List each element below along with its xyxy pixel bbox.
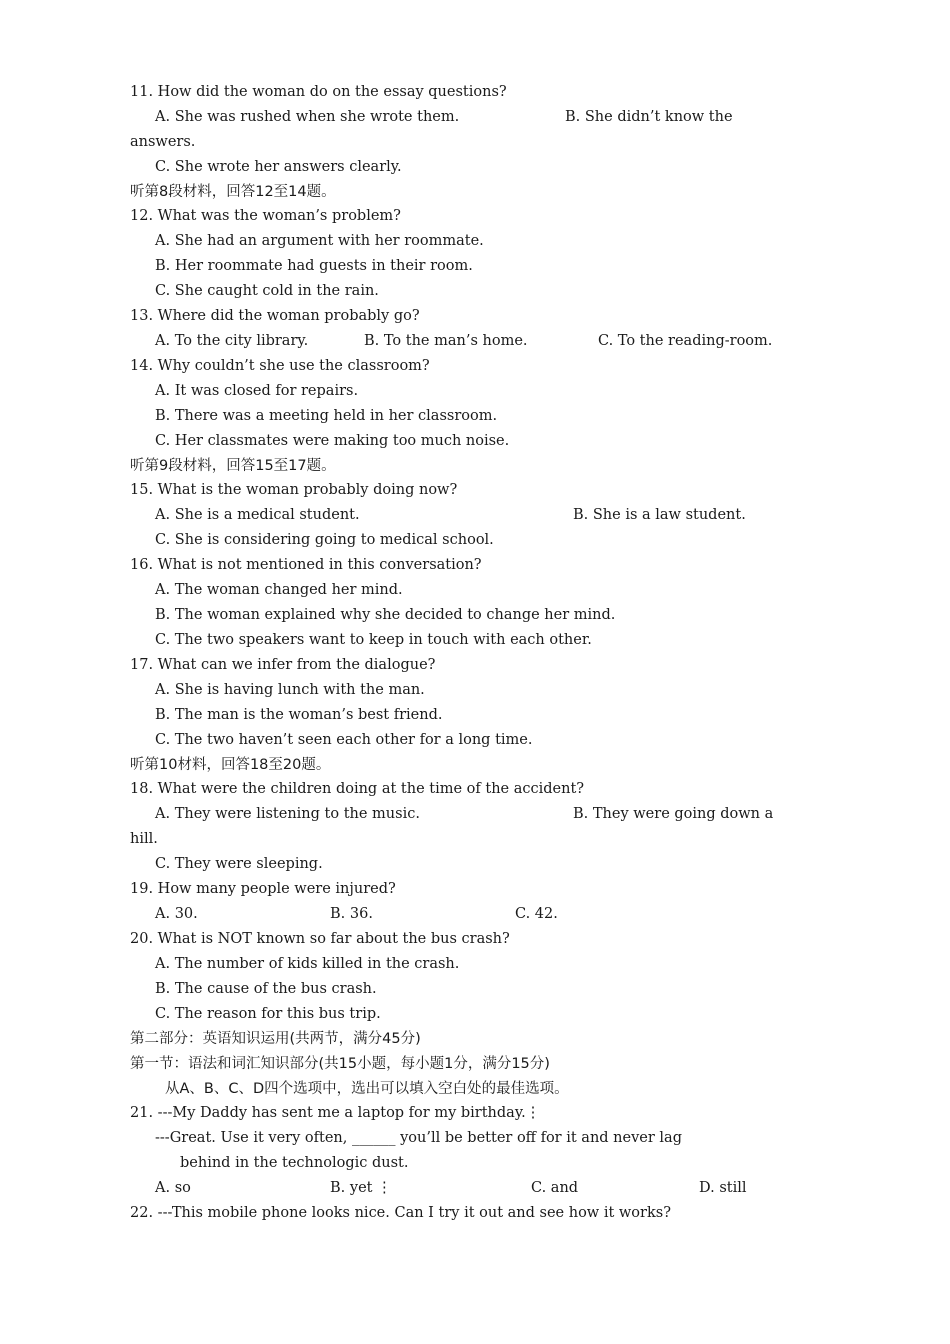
option-19-b: B. 36.	[330, 906, 373, 922]
option-11-b-cont: answers.	[130, 134, 196, 150]
option-11-a: A. She was rushed when she wrote them.	[155, 109, 460, 125]
question-11: 11. How did the woman do on the essay questions?	[130, 84, 507, 100]
option-16-b: B. The woman explained why she decided to change her mind.	[155, 607, 616, 623]
question-21: 21. ---My Daddy has sent me a laptop for my birthday.⋮	[130, 1105, 541, 1121]
option-14-b: B. There was a meeting held in her classroom.	[155, 408, 498, 424]
option-13-c: C. To the reading-room.	[598, 333, 773, 349]
question-21-reply-cont: behind in the technologic dust.	[180, 1155, 409, 1171]
section-header-8: 听第8段材料，回答12至14题。	[130, 184, 336, 200]
option-21-c: C. and	[531, 1180, 579, 1196]
question-15: 15. What is the woman probably doing now?	[130, 482, 458, 498]
option-12-b: B. Her roommate had guests in their room.	[155, 258, 473, 274]
option-19-c: C. 42.	[515, 906, 558, 922]
option-20-b: B. The cause of the bus crash.	[155, 981, 377, 997]
question-20: 20. What is NOT known so far about the bus crash?	[130, 931, 510, 947]
option-17-b: B. The man is the woman’s best friend.	[155, 707, 443, 723]
question-16: 16. What is not mentioned in this conversation?	[130, 557, 482, 573]
option-21-b: B. yet ⋮	[330, 1180, 392, 1196]
option-12-a: A. She had an argument with her roommate.	[155, 233, 484, 249]
option-13-a: A. To the city library.	[155, 333, 309, 349]
option-18-b: B. They were going down a	[573, 806, 774, 822]
option-19-a: A. 30.	[155, 906, 198, 922]
option-14-a: A. It was closed for repairs.	[155, 383, 359, 399]
option-18-a: A. They were listening to the music.	[155, 806, 420, 822]
option-21-a: A. so	[155, 1180, 191, 1196]
option-11-c: C. She wrote her answers clearly.	[155, 159, 402, 175]
option-17-a: A. She is having lunch with the man.	[155, 682, 425, 698]
question-19: 19. How many people were injured?	[130, 881, 396, 897]
question-22: 22. ---This mobile phone looks nice. Can I try it out and see how it works?	[130, 1205, 671, 1221]
option-18-b-cont: hill.	[130, 831, 158, 847]
section-header-9: 听第9段材料，回答15至17题。	[130, 458, 336, 474]
section-one-heading: 第一节：语法和词汇知识部分(共15小题，每小题1分，满分15分)	[130, 1056, 550, 1072]
option-20-c: C. The reason for this bus trip.	[155, 1006, 381, 1022]
section-header-10: 听第10材料，回答18至20题。	[130, 757, 331, 773]
option-17-c: C. The two haven’t seen each other for a long time.	[155, 732, 533, 748]
question-12: 12. What was the woman’s problem?	[130, 208, 401, 224]
option-15-a: A. She is a medical student.	[155, 507, 360, 523]
option-16-a: A. The woman changed her mind.	[155, 582, 403, 598]
question-13: 13. Where did the woman probably go?	[130, 308, 420, 324]
option-18-c: C. They were sleeping.	[155, 856, 323, 872]
option-15-b: B. She is a law student.	[573, 507, 746, 523]
option-14-c: C. Her classmates were making too much noise.	[155, 433, 510, 449]
option-21-d: D. still	[699, 1180, 747, 1196]
option-11-b: B. She didn’t know the	[565, 109, 733, 125]
question-14: 14. Why couldn’t she use the classroom?	[130, 358, 430, 374]
question-21-reply: ---Great. Use it very often, ______ you’ll be better off for it and never lag	[155, 1130, 682, 1146]
option-15-c: C. She is considering going to medical school.	[155, 532, 494, 548]
section-instructions: 从A、B、C、D四个选项中，选出可以填入空白处的最佳选项。	[165, 1081, 569, 1097]
option-16-c: C. The two speakers want to keep in touch with each other.	[155, 632, 592, 648]
question-18: 18. What were the children doing at the time of the accident?	[130, 781, 585, 797]
part-two-heading: 第二部分：英语知识运用(共两节，满分45分)	[130, 1031, 421, 1047]
option-13-b: B. To the man’s home.	[364, 333, 528, 349]
option-12-c: C. She caught cold in the rain.	[155, 283, 379, 299]
question-17: 17. What can we infer from the dialogue?	[130, 657, 436, 673]
option-20-a: A. The number of kids killed in the crash.	[155, 956, 460, 972]
